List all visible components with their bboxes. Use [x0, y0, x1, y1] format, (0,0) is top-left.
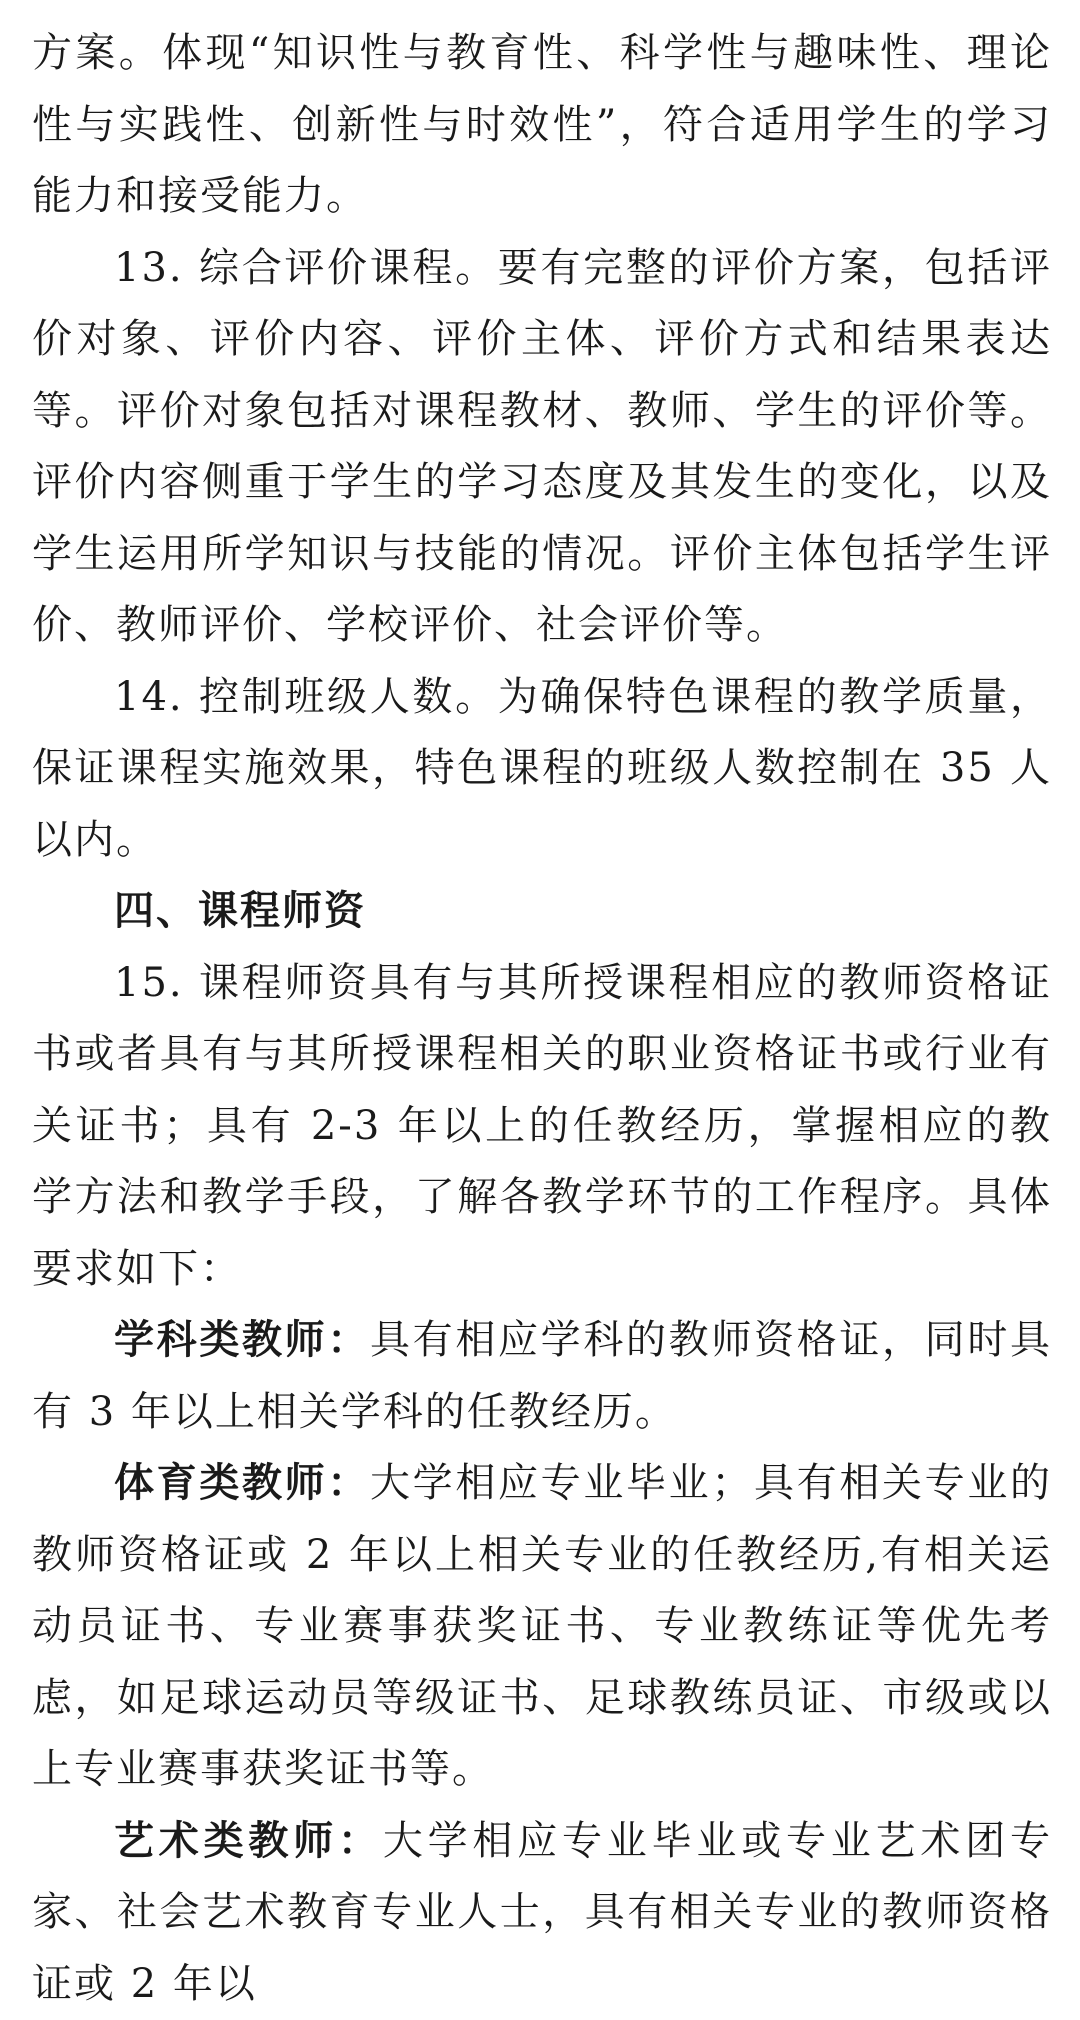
paragraph-pe-teacher [32, 1448, 1052, 1806]
paragraph-14-class-size: 14. 控制班级人数。为确保特色课程的教学质量，保证课程实施效果，特色课程的班级人数控制在 35 人以内。 [32, 662, 1052, 877]
paragraph-13-comprehensive-evaluation: 13. 综合评价课程。要有完整的评价方案，包括评价对象、评价内容、评价主体、评价方式和结果表达等。评价对象包括对课程教材、教师、学生的评价等。评价内容侧重于学生的学习态度及其发生的变化，以及学生运用所学知识与技能的情况。评价主体包括学生评价、教师评价、学校评价、社会评价等。 [32, 233, 1052, 662]
pe-teacher-label: 体育类教师： [114, 1460, 370, 1506]
subject-teacher-label: 学科类教师： [114, 1317, 370, 1363]
paragraph-art-teacher [32, 1806, 1052, 2020]
subject-teacher-text: 具有相应学科的教师资格证，同时具有 3 年以上相关学科的任教经历。 [32, 1317, 1052, 1435]
paragraph-15-faculty-requirements: 15. 课程师资具有与其所授课程相应的教师资格证书或者具有与其所授课程相关的职业资格证书或行业有关证书；具有 2-3 年以上的任教经历，掌握相应的教学方法和教学手段，了解各教学环节的工作程序。具体要求如下： [32, 948, 1052, 1306]
art-teacher-text: 大学相应专业毕业或专业艺术团专家、社会艺术教育专业人士，具有相关专业的教师资格证或 2 年以 [32, 1818, 1052, 2007]
paragraph-subject-teacher [32, 1305, 1052, 1448]
pe-teacher-text: 大学相应专业毕业；具有相关专业的教师资格证或 2 年以上相关专业的任教经历,有相关运动员证书、专业赛事获奖证书、专业教练证等优先考虑，如足球运动员等级证书、足球教练员证、市级或以上专业赛事获奖证书等。 [32, 1460, 1052, 1792]
art-teacher-label: 艺术类教师： [114, 1818, 383, 1864]
section-heading-course-faculty: 四、课程师资 [32, 876, 1052, 948]
paragraph-intro-continuation: 方案。体现“知识性与教育性、科学性与趣味性、理论性与实践性、创新性与时效性”，符合适用学生的学习能力和接受能力。 [32, 18, 1052, 233]
